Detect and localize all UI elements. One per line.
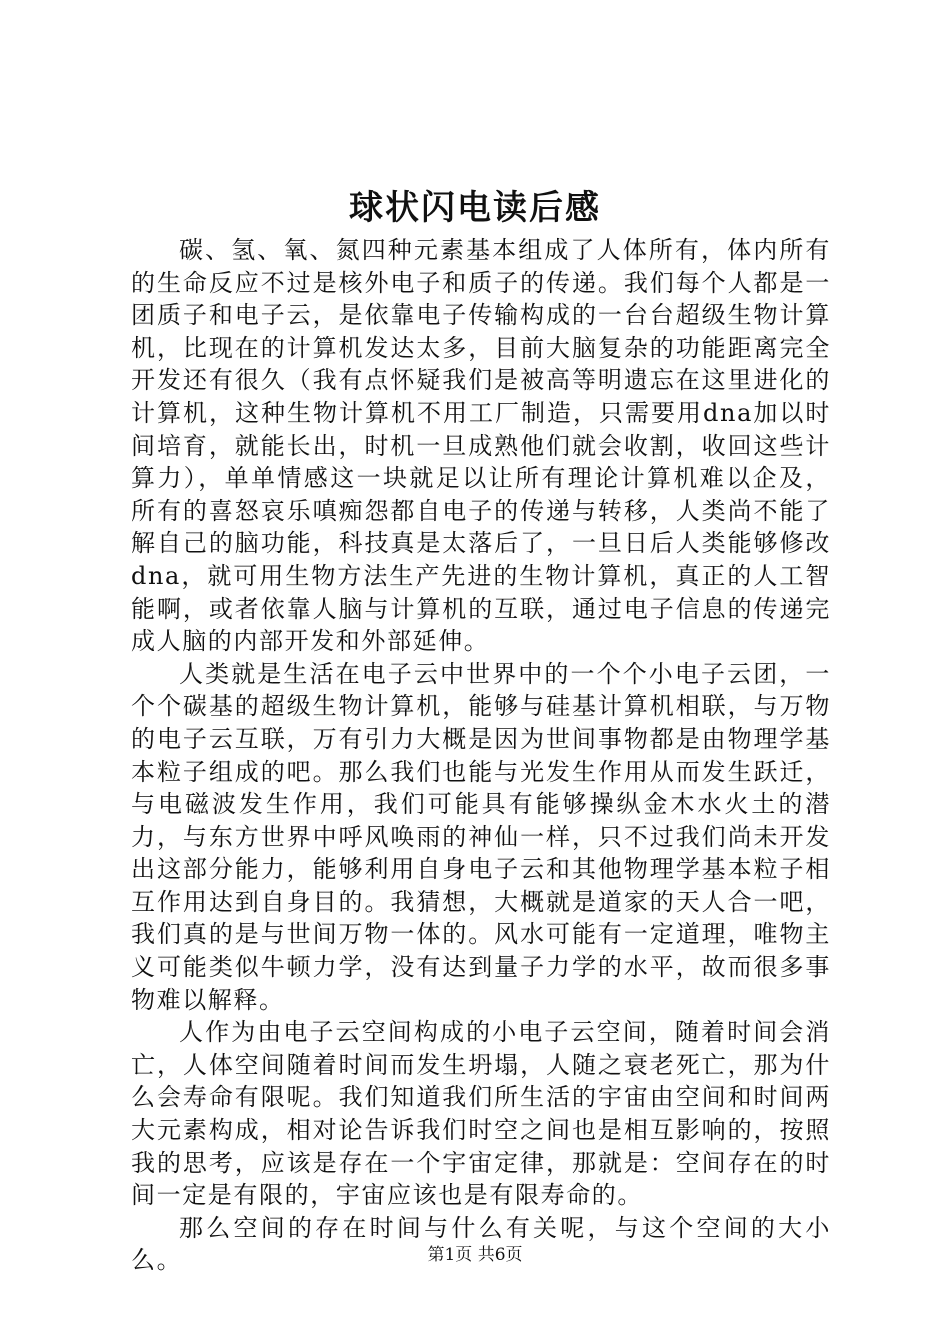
document-title: 球状闪电读后感 — [349, 188, 601, 228]
paragraph-1: 碳、氢、氧、氮四种元素基本组成了人体所有，体内所有的生命反应不过是核外电子和质子的传递。我们每个人都是一团质子和电子云，是依靠电子传输构成的一台台超级生物计算机，比现在的计算机发达太多，目前大脑复杂的功能距离完全开发还有很久（我有点怀疑我们是被高等明遗忘在这里进化的计算机，这种生物计算机不用工厂制造，只需要用dna加以时间培育，就能长出，时机一旦成熟他们就会收割，收回这些计算力），单单情感这一块就足以让所有理论计算机难以企及，所有的喜怒哀乐嗔痴怨都自电子的传递与转移，人类尚不能了解自己的脑功能，科技真是太落后了，一旦日后人类能够修改dna，就可用生物方法生产先进的生物计算机，真正的人工智能啊，或者依靠人脑与计算机的互联，通过电子信息的传递完成人脑的内部开发和外部延伸。 — [131, 236, 831, 656]
document-body — [131, 234, 831, 1277]
paragraph-4: 那么空间的存在时间与什么有关呢，与这个空间的大小么。 — [131, 1213, 831, 1275]
paragraph-2: 人类就是生活在电子云中世界中的一个个小电子云团，一个个碳基的超级生物计算机，能够与硅基计算机相联，与万物的电子云互联，万有引力大概是因为世间事物都是由物理学基本粒子组成的吧。那么我们也能与光发生作用从而发生跃迁，与电磁波发生作用，我们可能具有能够操纵金木水火土的潜力，与东方世界中呼风唤雨的神仙一样，只不过我们尚未开发出这部分能力，能够利用自身电子云和其他物理学基本粒子相互作用达到自身目的。我猜想，大概就是道家的天人合一吧，我们真的是与世间万物一体的。风水可能有一定道理，唯物主义可能类似牛顿力学，没有达到量子力学的水平，故而很多事物难以解释。 — [131, 659, 831, 1014]
page-number-footer: 第1页 共6页 — [427, 1245, 523, 1265]
paragraph-3: 人作为由电子云空间构成的小电子云空间，随着时间会消亡，人体空间随着时间而发生坍塌，人随之衰老死亡，那为什么会寿命有限呢。我们知道我们所生活的宇宙由空间和时间两大元素构成，相对论告诉我们时空之间也是相互影响的，按照我的思考，应该是存在一个宇宙定律，那就是：空间存在的时间一定是有限的，宇宙应该也是有限寿命的。 — [131, 1018, 831, 1210]
